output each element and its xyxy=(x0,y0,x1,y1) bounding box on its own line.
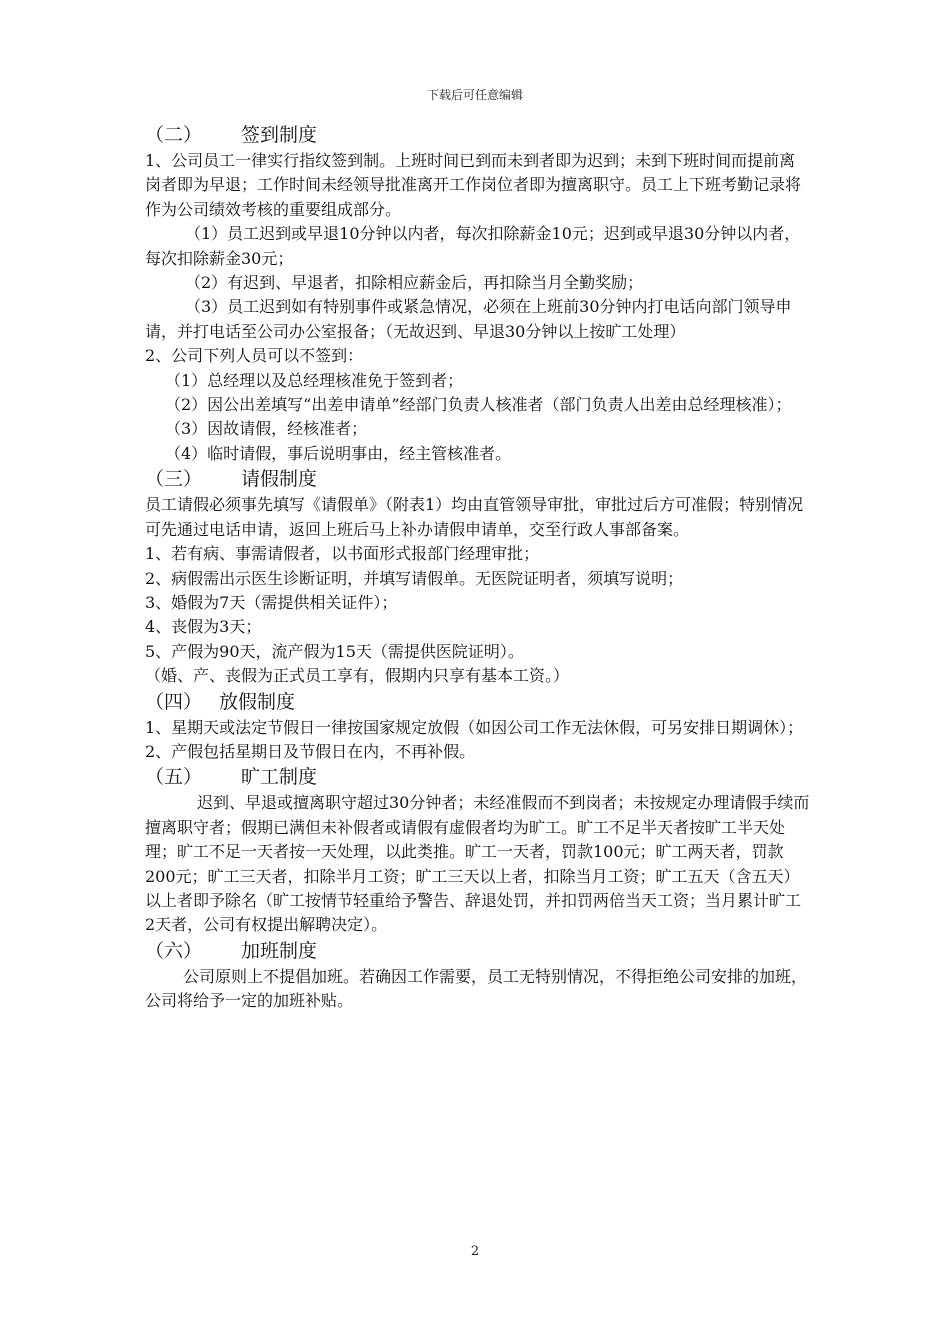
page-number: 2 xyxy=(470,1244,480,1259)
paragraph: 5、产假为90天，流产假为15天（需提供医院证明）。 xyxy=(145,641,524,661)
paragraph: （3）员工迟到如有特别事件或紧急情况，必须在上班前30分钟内打电话向部门领导申请，并打电话至公司办公室报备；（无故迟到、早退30分钟以上按旷工处理） xyxy=(145,297,792,341)
paragraph: （1）总经理以及总经理核准免于签到者； xyxy=(165,370,464,390)
paragraph: 3、婚假为7天（需提供相关证件）； xyxy=(145,592,398,612)
paragraph: （2）有迟到、早退者，扣除相应薪金后，再扣除当月全勤奖励； xyxy=(185,273,644,293)
section-title: 旷工制度 xyxy=(241,766,318,789)
section-title: 请假制度 xyxy=(241,468,318,491)
section-heading-signin xyxy=(145,122,810,149)
section-title: 签到制度 xyxy=(241,124,318,146)
paragraph: 2、产假包括星期日及节假日在内，不再补假。 xyxy=(145,741,476,761)
paragraph: 1、若有病、事需请假者，以书面形式报部门经理审批； xyxy=(145,544,540,564)
page-header: 下载后可任意编辑 xyxy=(426,88,523,102)
section-heading-overtime xyxy=(145,938,810,965)
paragraph: 1、星期天或法定节假日一律按国家规定放假（如因公司工作无法休假，可另安排日期调休）； xyxy=(145,717,804,737)
paragraph: （1）员工迟到或早退10分钟以内者，每次扣除薪金10元；迟到或早退30分钟以内者，每次扣除薪金30元； xyxy=(145,224,801,268)
section-number: （二） xyxy=(145,124,203,146)
document-body xyxy=(145,122,810,1014)
paragraph: （2）因公出差填写“出差申请单”经部门负责人核准者（部门负责人出差由总经理核准）； xyxy=(165,395,792,415)
paragraph: 迟到、早退或擅离职守超过30分钟者；未经准假而不到岗者；未按规定办理请假手续而擅离职守者；假期已满但未补假者或请假有虚假者均为旷工。旷工不足半天者按旷工半天处理；旷工不足一天者按一天处理，以此类推。旷工一天者，罚款100元；旷工两天者，罚款200元；旷工三天者，扣除半月工资；旷工三天以上者，扣除当月工资；旷工五天（含五天）以上者即予除名（旷工按情节轻重给予警告、辞退处罚，并扣罚两倍当天工资；当月累计旷工2天者，公司有权提出解聘决定）。 xyxy=(145,793,810,935)
section-heading-absence xyxy=(145,764,810,791)
section-heading-leave xyxy=(145,466,810,493)
paragraph: 4、丧假为3天； xyxy=(145,617,262,637)
section-number: （六） xyxy=(145,939,203,962)
paragraph: （3）因故请假，经核准者； xyxy=(165,419,368,439)
section-title: 加班制度 xyxy=(241,939,318,962)
section-number: （五） xyxy=(145,766,203,789)
paragraph: （4）临时请假，事后说明事由，经主管核准者。 xyxy=(165,443,512,463)
paragraph: 1、公司员工一律实行指纹签到制。上班时间已到而未到者即为迟到；未到下班时间而提前离岗者即为早退；工作时间未经领导批准离开工作岗位者即为擅离职守。员工上下班考勤记录将作为公司绩效考核的重要组成部分。 xyxy=(145,151,802,219)
paragraph: （婚、产、丧假为正式员工享有，假期内只享有基本工资。） xyxy=(145,666,570,686)
section-number: （三） xyxy=(145,468,203,491)
paragraph: 2、公司下列人员可以不签到： xyxy=(145,346,364,366)
section-number: （四） xyxy=(145,690,203,713)
section-heading-holiday xyxy=(145,689,810,716)
paragraph: 公司原则上不提倡加班。若确因工作需要，员工无特别情况，不得拒绝公司安排的加班，公司将给予一定的加班补贴。 xyxy=(145,966,808,1011)
paragraph: 2、病假需出示医生诊断证明，并填写请假单。无医院证明者，须填写说明； xyxy=(145,568,684,588)
paragraph: 员工请假必须事先填写《请假单》（附表1）均由直管领导审批，审批过后方可准假；特别情况可先通过电话申请，返回上班后马上补办请假申请单，交至行政人事部备案。 xyxy=(145,495,804,539)
section-title: 放假制度 xyxy=(219,690,296,713)
